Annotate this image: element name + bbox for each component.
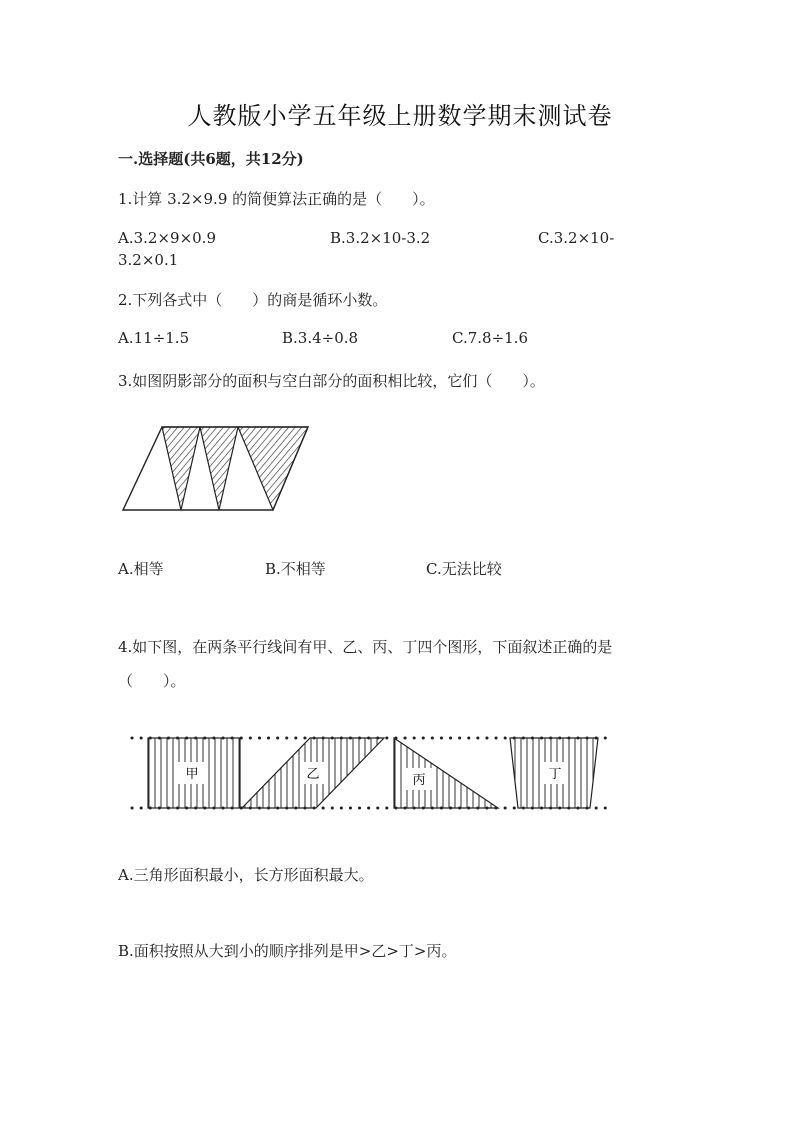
question-3-stem: 3.如图阴影部分的面积与空白部分的面积相比较，它们（ ）。 xyxy=(118,372,545,390)
shaded-triangle-2 xyxy=(200,427,238,510)
question-2-option-b: B.3.4÷0.8 xyxy=(282,329,359,347)
question-1-option-c-continued: 3.2×0.1 xyxy=(118,251,179,269)
label-yi: 乙 xyxy=(306,767,320,782)
question-2-stem: 2.下列各式中（ ）的商是循环小数。 xyxy=(118,291,388,309)
shaded-triangle-1 xyxy=(162,427,200,510)
label-jia: 甲 xyxy=(185,767,199,782)
question-4-option-a: A.三角形面积最小，长方形面积最大。 xyxy=(118,866,374,884)
question-1-option-c: C.3.2×10- xyxy=(538,229,615,247)
question-3-option-c: C.无法比较 xyxy=(426,560,502,578)
question-1-stem: 1.计算 3.2×9.9 的简便算法正确的是（ ）。 xyxy=(118,190,435,208)
question-3-option-a: A.相等 xyxy=(118,560,164,578)
shaded-triangle-3 xyxy=(238,427,308,510)
question-1-option-b: B.3.2×10-3.2 xyxy=(330,229,431,247)
question-4-figure xyxy=(128,728,618,818)
page-title: 人教版小学五年级上册数学期末测试卷 xyxy=(187,102,613,130)
question-3-option-b: B.不相等 xyxy=(265,560,326,578)
label-bing: 丙 xyxy=(412,773,426,788)
question-2-option-a: A.11÷1.5 xyxy=(118,329,190,347)
question-4-option-b: B.面积按照从大到小的顺序排列是甲>乙>丁>丙。 xyxy=(118,942,457,960)
question-4-stem-line-1: 4.如下图，在两条平行线间有甲、乙、丙、丁四个图形，下面叙述正确的是 xyxy=(118,638,613,656)
section-heading: 一.选择题(共6题，共12分) xyxy=(118,150,304,168)
question-2-option-c: C.7.8÷1.6 xyxy=(452,329,528,347)
question-4-stem-line-2: （ ）。 xyxy=(118,672,186,690)
question-3-figure xyxy=(118,420,318,515)
label-ding: 丁 xyxy=(548,767,562,782)
question-1-option-a: A.3.2×9×0.9 xyxy=(118,229,216,247)
